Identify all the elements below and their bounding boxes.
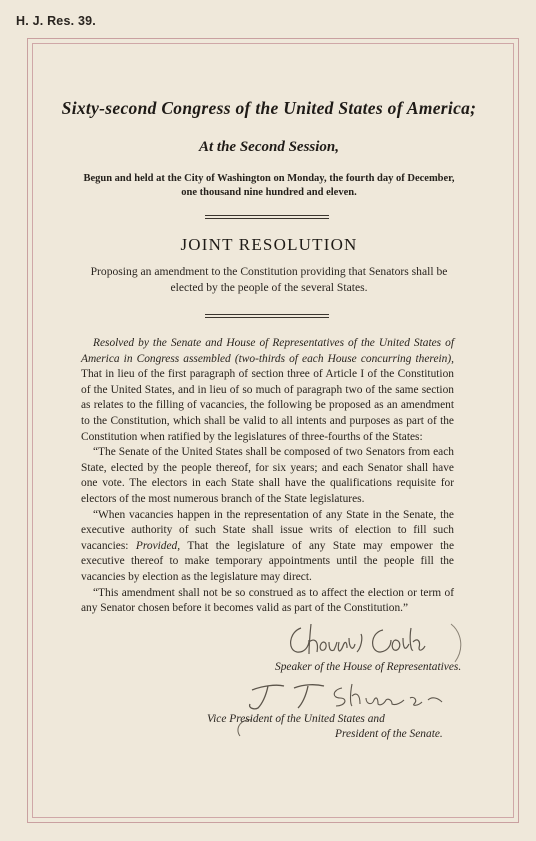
amendment-clause-3: “This amendment shall not be so construed as to affect the election or term of any Senator chosen before it becomes valid as part of the Constitution.” (81, 586, 454, 615)
clause-2-start: “When vacancies happen in the representation of any State in the Senate, the executive authority of such State shall issue writs of election to fill such vacancies: (81, 508, 454, 552)
divider-rule (205, 215, 329, 219)
vice-president-title-line-2: President of the Senate. (335, 728, 443, 740)
session-heading: At the Second Session, (198, 139, 340, 155)
amendment-clause-1: “The Senate of the United States shall be composed of two Senators from each State, elected by the people thereof, for six years; and each Senator shall have one vote. The electors in each State shall have the qualifications requisite for electors of the most numerous branch of the State legislatures. (81, 446, 454, 505)
speaker-title: Speaker of the House of Representatives. (275, 661, 462, 673)
resolution-reference: H. J. Res. 39. (16, 14, 96, 28)
resolution-body (81, 336, 454, 617)
subtitle-line-2: elected by the people of the several States. (170, 281, 368, 294)
begun-line-2: one thousand nine hundred and eleven. (181, 187, 357, 198)
begun-statement (40, 172, 498, 200)
resolved-text: That in lieu of the first paragraph of section three of Article I of the Constitution of the United States, and in lieu of so much of paragraph two of the same section as relates to the filling of vacancies, the following be proposed as an amendment to the Constitution, which shall be valid to all intents and purposes as part of the Constitution when ratified by the legislatures of three-fourths of the States: (81, 368, 454, 443)
speaker-signature (283, 618, 468, 666)
clause-2-rest: That the legislature of any State may empower the executive thereof to make temporary appointments until the people fill the vacancies by election as the legislature may direct. (81, 539, 454, 583)
resolved-paragraph (81, 336, 454, 445)
resolution-title: JOINT RESOLUTION (180, 235, 358, 254)
amendment-clause-2 (81, 508, 454, 586)
resolved-phrase: Resolved by the Senate and House of Representatives of the United States of America in Congress assembled (two-thirds of each House concurring therein), (81, 337, 454, 365)
subtitle-line-1: Proposing an amendment to the Constitution providing that Senators shall be (90, 265, 448, 278)
congress-heading: Sixty-second Congress of the United States of America; (61, 98, 477, 118)
clause-2-provided: Provided, (135, 539, 181, 552)
divider-rule (205, 314, 329, 318)
vice-president-title-line-1: Vice President of the United States and (207, 713, 385, 725)
resolution-subtitle (60, 264, 478, 296)
begun-line-1: Begun and held at the City of Washington on Monday, the fourth day of December, (83, 173, 455, 184)
